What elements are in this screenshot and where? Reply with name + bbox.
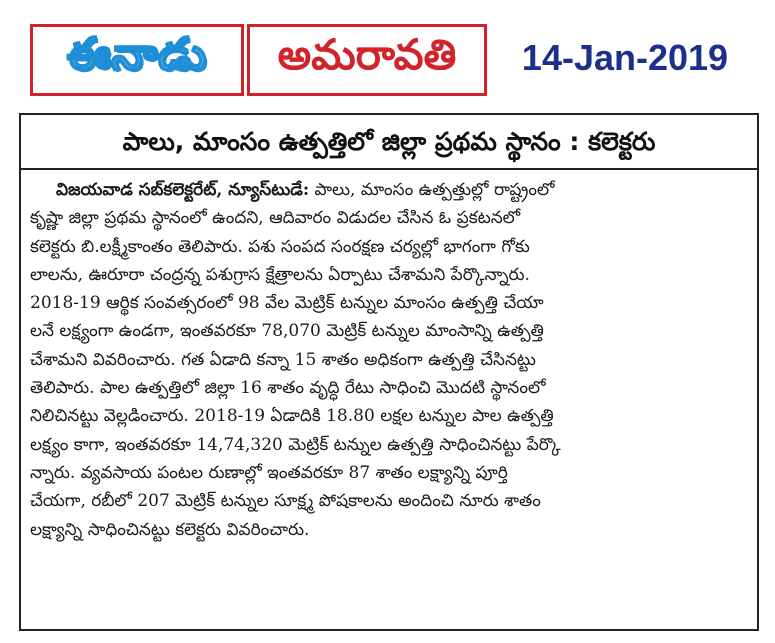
eenadu-logo — [30, 24, 244, 96]
article-line: లనే లక్ష్యంగా ఉండగా, ఇంతవరకూ 78,070 మెట్రిక్ టన్నుల మాంసాన్ని ఉత్పత్తి — [30, 321, 544, 342]
eenadu-logo-text: ఈనాడు — [66, 29, 208, 80]
article-dateline: విజయవాడ సబ్‌కలెక్టరేట్, న్యూస్‌టుడే: — [56, 180, 310, 200]
article-body — [30, 176, 750, 544]
article-line-text: పాలు, మాంసం ఉత్పత్తుల్లో రాష్ట్రంలో — [309, 180, 555, 200]
article-line: లక్ష్యం కాగా, ఇంతవరకూ 14,74,320 మెట్రిక్ టన్నుల ఉత్పత్తి సాధించినట్టు పేర్కొ — [30, 434, 561, 455]
article-line: 2018-19 ఆర్థిక సంవత్సరంలో 98 వేల మెట్రిక్ టన్నుల మాంసం ఉత్పత్తి చేయా — [30, 293, 544, 314]
article-line: లక్ష్యాన్ని సాధించినట్టు కలెక్టరు వివరించారు. — [30, 519, 310, 540]
article-line: చేయగా, రబీలో 207 మెట్రిక్ టన్నుల సూక్ష్మ పోషకాలను అందించి నూరు శాతం — [30, 491, 541, 512]
article-headline: పాలు, మాంసం ఉత్పత్తిలో జిల్లా ప్రథమ స్థానం : కలెక్టరు — [122, 127, 656, 156]
article-line — [30, 176, 750, 204]
headline-divider — [21, 168, 757, 170]
article-line: నిలిచినట్టు వెల్లడించారు. 2018-19 ఏడాదికి 18.80 లక్షల టన్నుల పాల ఉత్పత్తి — [30, 406, 554, 427]
publication-date: 14-Jan-2019 — [521, 37, 729, 78]
edition-label: అమరావతి — [277, 30, 457, 79]
article-line: న్నారు. వ్యవసాయ పంటల రుణాల్లో ఇంతవరకూ 87 శాతం లక్ష్యాన్ని పూర్తి — [30, 462, 508, 483]
article-line: చేశామని వివరించారు. గత ఏడాది కన్నా 15 శాతం అధికంగా ఉత్పత్తి చేసినట్టు — [30, 349, 536, 370]
article-line: కలెక్టరు బి.లక్ష్మీకాంతం తెలిపారు. పశు సంపద సంరక్షణ చర్యల్లో భాగంగా గోకు — [30, 236, 530, 257]
masthead — [0, 0, 775, 105]
article-line: తెలిపారు. పాల ఉత్పత్తిలో జిల్లా 16 శాతం వృద్ధి రేటు సాధించి మొదటి స్థానంలో — [30, 378, 546, 399]
article-line: కృష్ణా జిల్లా ప్రథమ స్థానంలో ఉందని, ఆదివారం విడుదల చేసిన ఓ ప్రకటనలో — [30, 208, 521, 229]
edition-label-box — [247, 24, 487, 96]
article-line: లాలను, ఊరూరా చంద్రన్న పశుగ్రాస క్షేత్రాలను ఏర్పాటు చేశామని పేర్కొన్నారు. — [30, 264, 530, 285]
